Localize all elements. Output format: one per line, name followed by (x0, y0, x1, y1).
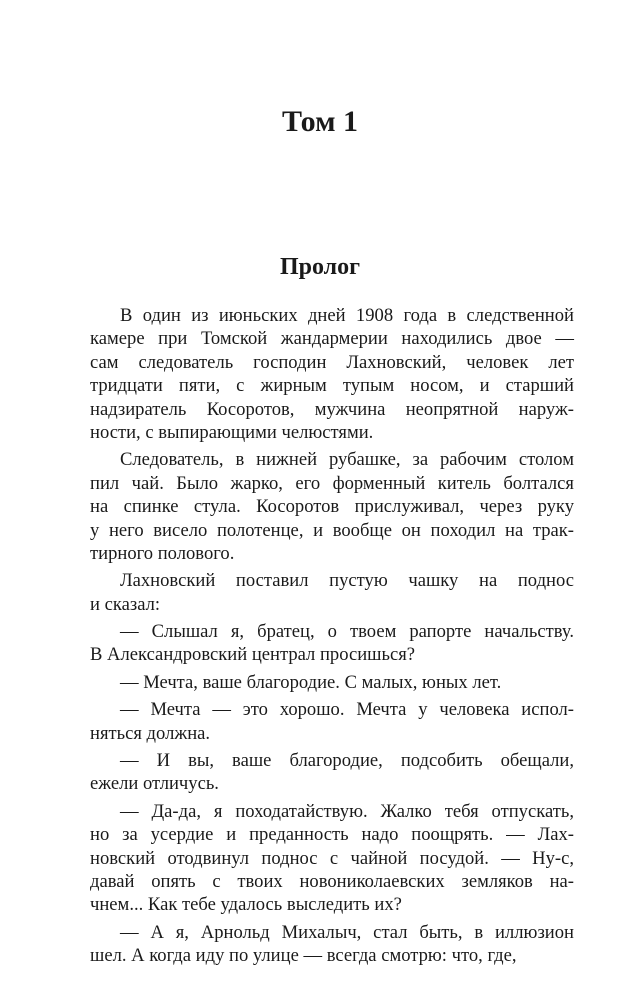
text-line: — Слышал я, братец, о твоем рапорте начальству. (120, 621, 574, 643)
text-line: — А я, Арнольд Михалыч, стал быть, в иллюзион (120, 921, 574, 943)
text-line: Лахновский поставил пустую чашку на поднос (120, 570, 574, 592)
text-line: шел. А когда иду по улице — всегда смотрю: что, где, (90, 945, 517, 967)
text-line: ежели отличусь. (90, 773, 219, 795)
text-line: и сказал: (90, 593, 161, 615)
paragraph (90, 749, 574, 796)
text-line: надзиратель Косоротов, мужчина неопрятной наруж- (90, 398, 574, 420)
text-line: В один из июньских дней 1908 года в следственной (120, 305, 574, 326)
paragraph (90, 671, 574, 694)
text-line: на спинке стула. Косоротов прислуживал, через руку (90, 496, 574, 518)
text-line: Следователь, в нижней рубашке, за рабочим столом (120, 449, 574, 471)
text-line: но за усердие и преданность надо поощрять. — Лах- (90, 824, 574, 846)
paragraph (90, 448, 574, 565)
chapter-title: Пролог (279, 254, 361, 280)
paragraph (90, 921, 574, 968)
text-line: у него висело полотенце, и вообще он походил на трак- (90, 519, 574, 541)
text-line: ности, с выпирающими челюстями. (90, 421, 374, 443)
paragraph (90, 698, 574, 745)
paragraph (90, 304, 574, 444)
text-line: В Александровский централ просишься? (90, 644, 416, 666)
volume-title: Том 1 (281, 105, 359, 138)
text-line: — И вы, ваше благородие, подсобить обещали, (120, 750, 574, 772)
body-text (90, 304, 574, 968)
text-line: давай опять с твоих новониколаевских земляков на- (90, 870, 574, 892)
text-line: — Мечта — это хорошо. Мечта у человека испол- (120, 699, 574, 721)
text-line: — Да-да, я походатайствую. Жалко тебя отпускать, (120, 800, 574, 822)
text-line: камере при Томской жандармерии находились двое — (90, 328, 574, 350)
text-line: чнем... Как тебе удалось выследить их? (90, 894, 402, 916)
text-line: тирного полового. (90, 542, 235, 564)
text-line: пил чай. Было жарко, его форменный китель болтался (90, 472, 574, 494)
text-line: — Мечта, ваше благородие. С малых, юных лет. (120, 671, 502, 693)
paragraph (90, 800, 574, 917)
text-line: тридцати пяти, с жирным тупым носом, и старший (90, 375, 574, 397)
paragraph (90, 620, 574, 667)
text-line: няться должна. (90, 722, 211, 744)
text-line: новский отодвинул поднос с чайной посудой. — Ну-с, (90, 847, 574, 869)
text-line: сам следователь господин Лахновский, человек лет (90, 351, 574, 373)
paragraph (90, 569, 574, 616)
